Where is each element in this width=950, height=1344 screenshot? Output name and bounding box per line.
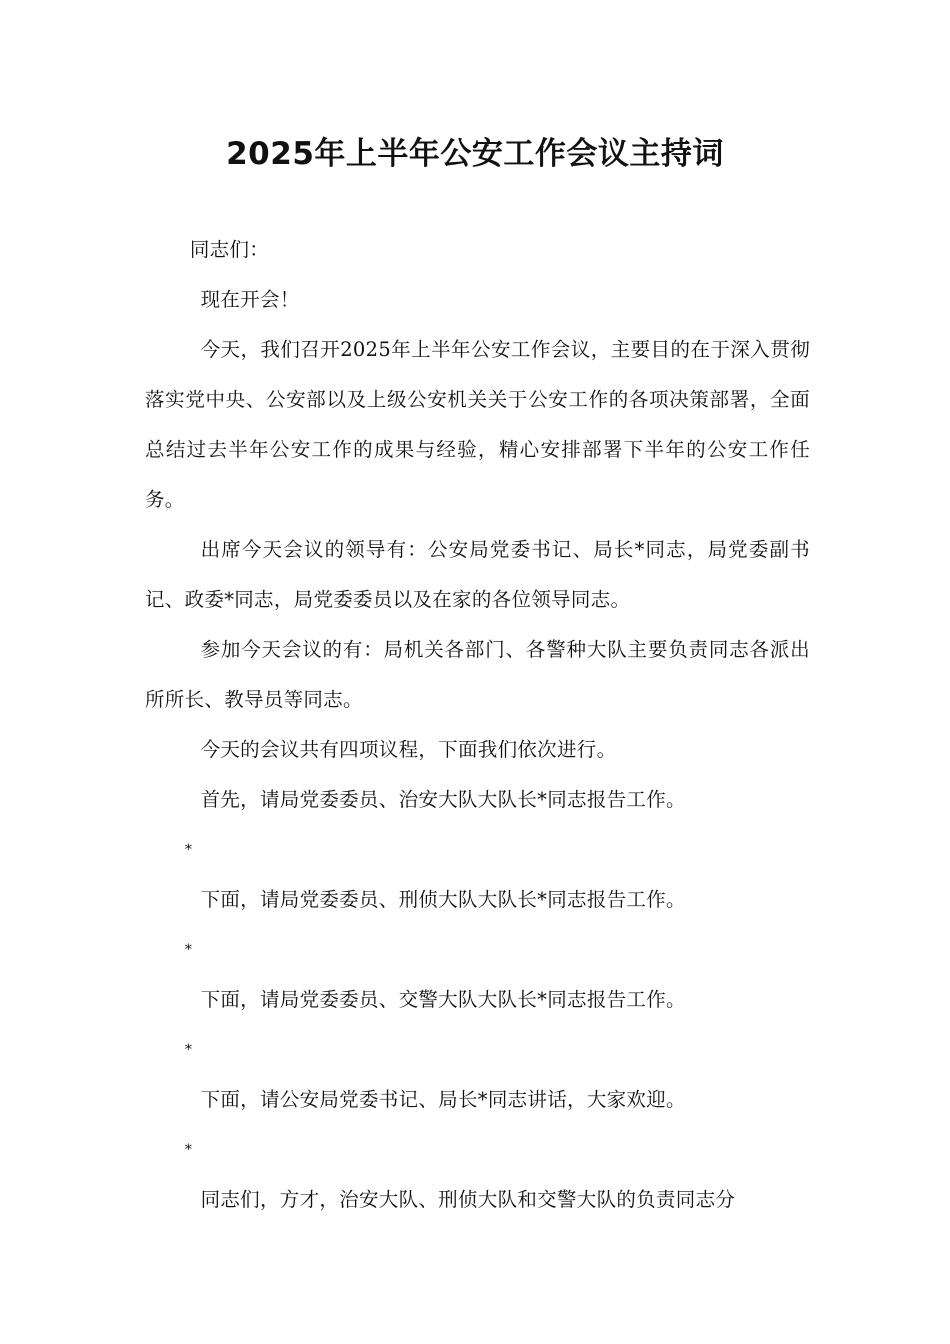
agenda-paragraph: 今天的会议共有四项议程，下面我们依次进行。 xyxy=(200,738,617,761)
agenda-item-3: 下面，请局党委委员、交警大队大队长*同志报告工作。 xyxy=(200,988,686,1011)
agenda-item-1: 首先，请局党委委员、治安大队大队长*同志报告工作。 xyxy=(200,788,686,811)
opening-paragraph: 现在开会！ xyxy=(200,288,300,311)
document-title: 2025年上半年公安工作会议主持词 xyxy=(226,136,724,172)
document-body xyxy=(145,225,810,1225)
agenda-item-2: 下面，请局党委委员、刑侦大队大队长*同志报告工作。 xyxy=(200,888,686,911)
attending-leaders-paragraph: 出席今天会议的领导有：公安局党委书记、局长*同志，局党委副书记、政委*同志，局党委委员以及在家的各位领导同志。 xyxy=(145,538,810,611)
purpose-paragraph: 今天，我们召开2025年上半年公安工作会议，主要目的在于深入贯彻落实党中央、公安部以及上级公安机关关于公安工作的各项决策部署，全面总结过去半年公安工作的成果与经验，精心安排部署下半年的公安工作任务。 xyxy=(145,338,810,511)
placeholder-marker: * xyxy=(184,842,193,858)
greeting-paragraph: 同志们： xyxy=(189,238,270,261)
participants-paragraph: 参加今天会议的有：局机关各部门、各警种大队主要负责同志各派出所所长、教导员等同志。 xyxy=(145,638,810,711)
agenda-item-4: 下面，请公安局党委书记、局长*同志讲话，大家欢迎。 xyxy=(200,1088,686,1111)
placeholder-marker: * xyxy=(184,942,193,958)
placeholder-marker: * xyxy=(184,1142,193,1158)
closing-paragraph: 同志们，方才，治安大队、刑侦大队和交警大队的负责同志分 xyxy=(200,1188,736,1211)
placeholder-marker: * xyxy=(184,1042,193,1058)
